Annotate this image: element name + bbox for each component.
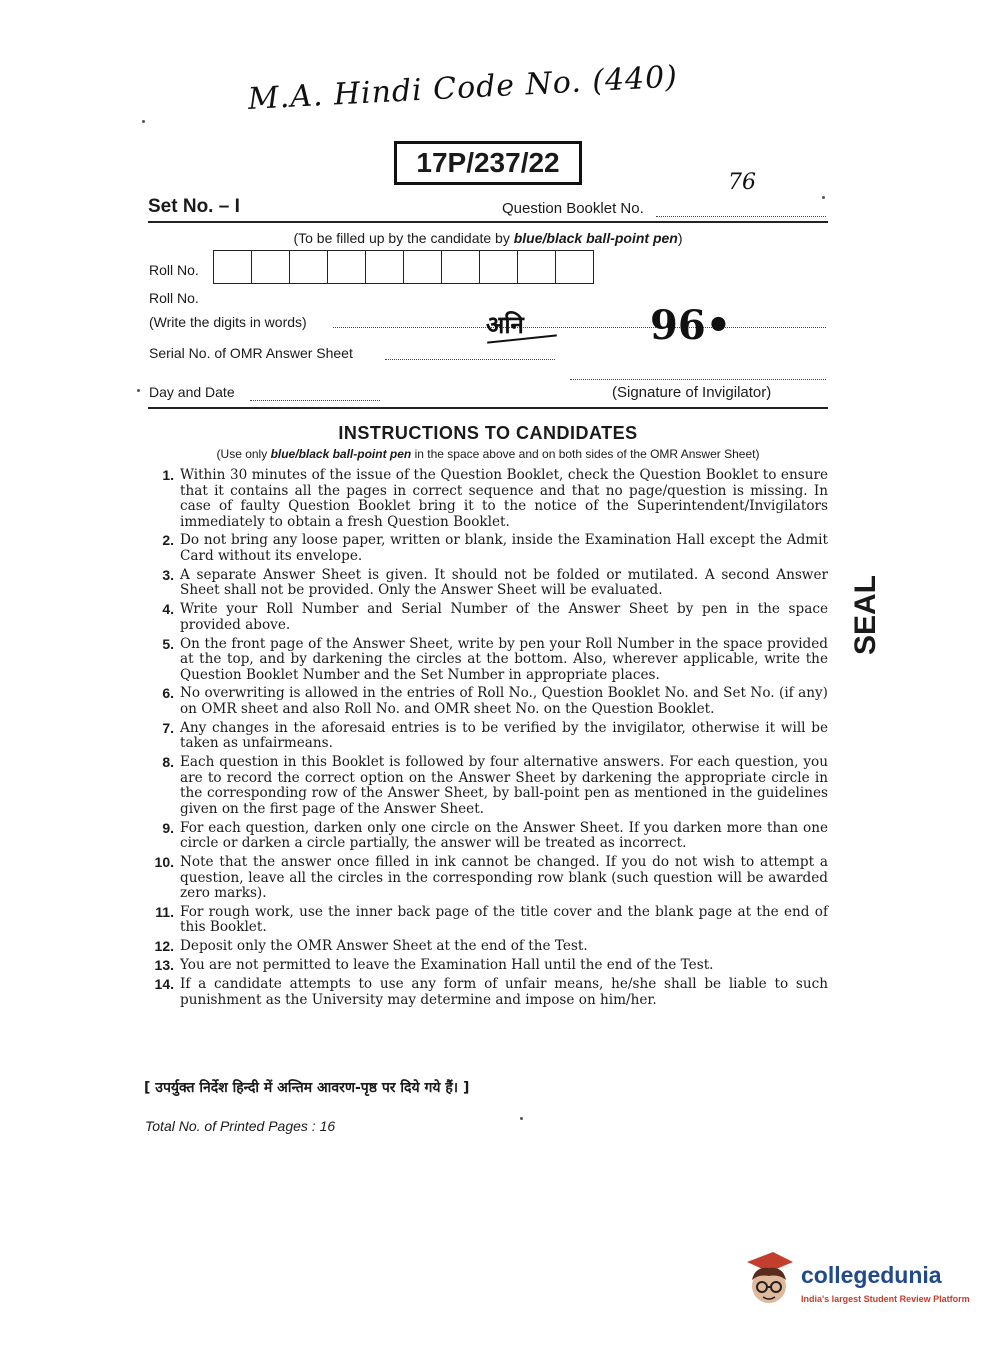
roll-digit-box[interactable]	[214, 251, 252, 283]
instruction-text: A separate Answer Sheet is given. It should not be folded or mutilated. A second Answer Sheet shall not be provided. Only the Answer Sheet will be evaluated.	[180, 566, 828, 599]
seal-label: SEAL	[849, 574, 882, 655]
instruction-text: Do not bring any loose paper, written or blank, inside the Examination Hall except the Admit Card without its envelope.	[180, 532, 828, 564]
fill-note	[148, 230, 828, 246]
instruction-number: 9.	[162, 819, 174, 836]
instruction-item	[140, 568, 828, 599]
instruction-item	[140, 468, 828, 530]
roll-digit-box[interactable]	[518, 251, 556, 283]
instruction-text: Each question in this Booklet is followed by four alternative answers. For each question, you are to record the correct option on the Answer Sheet by darkening the appropriate circle in the corresponding row of the Answer Sheet, by ball-point pen as mentioned in the guidelines given on the first page of the Answer Sheet.	[180, 754, 828, 817]
omr-serial-label: Serial No. of OMR Answer Sheet	[149, 345, 353, 361]
instruction-number: 6.	[162, 685, 174, 702]
set-number: Set No. – I	[148, 196, 240, 217]
instruction-text: For rough work, use the inner back page of the title cover and the blank page at the end of this Booklet.	[180, 903, 828, 936]
scan-speck	[142, 120, 145, 123]
roll-digit-box[interactable]	[252, 251, 290, 283]
instructions-subtitle-emphasis: blue/black ball-point pen	[270, 447, 412, 461]
instruction-item	[140, 686, 828, 717]
instruction-number: 3.	[162, 566, 174, 583]
instruction-text: Within 30 minutes of the issue of the Question Booklet, check the Question Booklet to ensure that it contains all the pages in correct sequence and that no page/question is missing. In case of faulty Question Booklet bring it to the notice of the Superintendent/Invigilators immediately to obtain a fresh Question Booklet.	[180, 467, 828, 530]
scan-speck	[822, 196, 825, 199]
instruction-text: Deposit only the OMR Answer Sheet at the end of the Test.	[180, 938, 588, 955]
instructions-subtitle-prefix: (Use only	[216, 447, 271, 461]
instruction-number: 7.	[162, 719, 174, 736]
handwritten-page-number: 76	[728, 170, 756, 195]
instruction-text: For each question, darken only one circle on the Answer Sheet. If you darken more than one circle or darken a circle partially, the answer will be treated as incorrect.	[180, 819, 828, 852]
day-date-field[interactable]	[250, 386, 380, 401]
scan-speck	[520, 1117, 523, 1120]
signature-label: (Signature of Invigilator)	[612, 384, 772, 401]
omr-serial-field[interactable]	[385, 345, 555, 360]
instruction-number: 12.	[154, 938, 174, 955]
instructions-subtitle	[148, 447, 828, 461]
instruction-item	[140, 533, 828, 564]
roll-digit-box[interactable]	[366, 251, 404, 283]
question-booklet-label-text: Question Booklet No.	[502, 200, 644, 217]
instruction-item	[140, 755, 828, 817]
instruction-item	[140, 821, 828, 852]
hindi-note: [ उपर्युक्त निर्देश हिन्दी में अन्तिम आवरण-पृष्ठ पर दिये गये हैं। ]	[144, 1080, 470, 1096]
roll-no-words-label-2: (Write the digits in words)	[149, 314, 307, 330]
brand-name: collegedunia	[801, 1262, 942, 1288]
instruction-number: 13.	[154, 957, 174, 974]
roll-digit-box[interactable]	[556, 251, 593, 283]
instruction-item	[140, 977, 828, 1008]
fill-note-prefix: (To be filled up by the candidate by	[293, 230, 514, 246]
question-booklet-label	[502, 200, 644, 217]
handwritten-roll-words: अनि	[486, 310, 524, 339]
question-booklet-number-field[interactable]	[656, 202, 826, 217]
brand-tagline: India's largest Student Review Platform	[801, 1294, 970, 1304]
instruction-item	[140, 855, 828, 902]
instruction-item	[140, 939, 828, 955]
instruction-text: No overwriting is allowed in the entries of Roll No., Question Booklet No. and Set No. (if any) on OMR sheet and also Roll No. and OMR sheet No. on the Question Booklet.	[180, 685, 828, 717]
roll-digit-box[interactable]	[442, 251, 480, 283]
roll-no-boxes[interactable]	[213, 250, 594, 284]
instructions-title: INSTRUCTIONS TO CANDIDATES	[338, 423, 638, 443]
day-date-label: Day and Date	[149, 384, 235, 400]
instruction-number: 5.	[162, 635, 174, 652]
instruction-item	[140, 637, 828, 684]
handwritten-score: 96•	[650, 302, 732, 349]
instruction-number: 4.	[162, 601, 174, 618]
instruction-text: If a candidate attempts to use any form of unfair means, he/she shall be liable to such punishment as the University may determine and impose on him/her.	[180, 976, 828, 1008]
total-printed-pages: Total No. of Printed Pages : 16	[145, 1118, 336, 1134]
instruction-text: You are not permitted to leave the Examination Hall until the end of the Test.	[180, 957, 714, 974]
instruction-item	[140, 905, 828, 936]
scan-speck	[137, 389, 140, 392]
handwritten-title: M.A. Hindi Code No. (440)	[247, 59, 679, 117]
instruction-item	[140, 721, 828, 752]
instructions-list	[140, 468, 828, 1011]
fill-note-emphasis: blue/black ball-point pen	[513, 230, 678, 246]
signature-field[interactable]	[570, 365, 826, 380]
instructions-subtitle-suffix: in the space above and on both sides of the OMR Answer Sheet)	[411, 447, 760, 461]
header-divider	[148, 221, 828, 223]
instruction-number: 14.	[154, 976, 174, 993]
fill-note-suffix: )	[677, 230, 683, 246]
instruction-number: 10.	[154, 854, 174, 871]
roll-no-words-field[interactable]	[333, 313, 826, 328]
paper-code: 17P/237/22	[394, 141, 582, 185]
instruction-number: 1.	[162, 467, 174, 483]
instruction-item	[140, 958, 828, 974]
roll-digit-box[interactable]	[404, 251, 442, 283]
roll-digit-box[interactable]	[328, 251, 366, 283]
instruction-text: Write your Roll Number and Serial Number of the Answer Sheet by pen in the space provided above.	[180, 601, 828, 633]
instruction-item	[140, 602, 828, 633]
form-divider	[148, 407, 828, 409]
roll-no-label: Roll No.	[149, 262, 199, 278]
instruction-number: 8.	[162, 754, 174, 771]
roll-digit-box[interactable]	[480, 251, 518, 283]
instruction-number: 2.	[162, 532, 174, 549]
instruction-number: 11.	[155, 903, 174, 920]
instruction-text: Any changes in the aforesaid entries is to be verified by the invigilator, otherwise it will be taken as unfairmeans.	[180, 719, 828, 752]
roll-digit-box[interactable]	[290, 251, 328, 283]
collegedunia-logo-icon	[743, 1250, 795, 1308]
roll-no-words-label-1: Roll No.	[149, 290, 199, 306]
instruction-text: On the front page of the Answer Sheet, write by pen your Roll Number in the space provided at the top, and by darkening the circles at the bottom. Also, wherever applicable, write the Question Booklet Number and the Set Number in appropriate places.	[180, 635, 828, 683]
instruction-text: Note that the answer once filled in ink cannot be changed. If you do not wish to attempt a question, leave all the circles in the corresponding row blank (such question will be awarded zero marks).	[180, 854, 828, 902]
